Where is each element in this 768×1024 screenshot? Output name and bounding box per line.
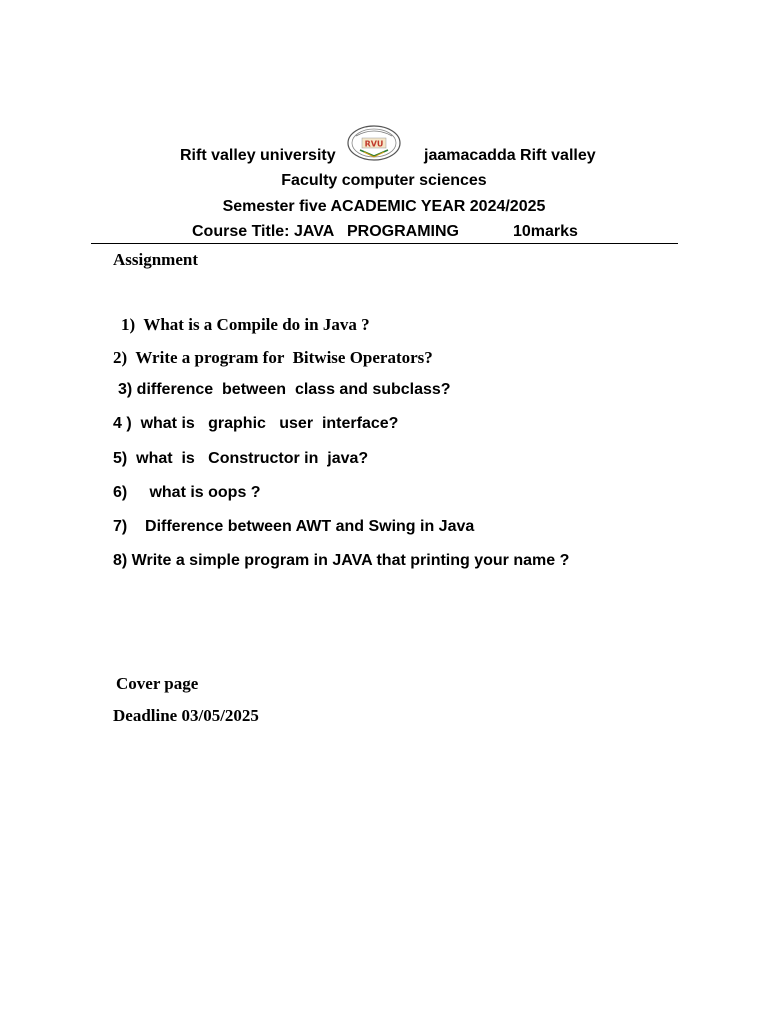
question-1: 1) What is a Compile do in Java ? (121, 315, 370, 334)
question-8: 8) Write a simple program in JAVA that printing your name ? (113, 552, 570, 569)
question-7: 7) Difference between AWT and Swing in Java (113, 518, 475, 535)
cover-page-label: Cover page (116, 674, 199, 693)
course-marks: 10marks (513, 223, 578, 240)
question-2: 2) Write a program for Bitwise Operators? (113, 348, 433, 367)
semester-line: Semester five ACADEMIC YEAR 2024/2025 (222, 198, 546, 215)
campus-name: jaamacadda Rift valley (424, 147, 596, 164)
question-3: 3) difference between class and subclass? (118, 381, 451, 398)
deadline-label: Deadline 03/05/2025 (113, 706, 259, 725)
course-title: Course Title: JAVA PROGRAMING (192, 223, 459, 240)
logo-letters: RVU (364, 139, 384, 149)
question-5: 5) what is Constructor in java? (113, 450, 369, 467)
faculty-name: Faculty computer sciences (281, 172, 487, 189)
assignment-heading: Assignment (113, 250, 199, 269)
question-4: 4 ) what is graphic user interface? (113, 415, 399, 432)
question-6: 6) what is oops ? (113, 484, 261, 501)
header-divider (91, 243, 678, 244)
university-name: Rift valley university (180, 147, 336, 164)
university-logo-icon (346, 124, 402, 162)
